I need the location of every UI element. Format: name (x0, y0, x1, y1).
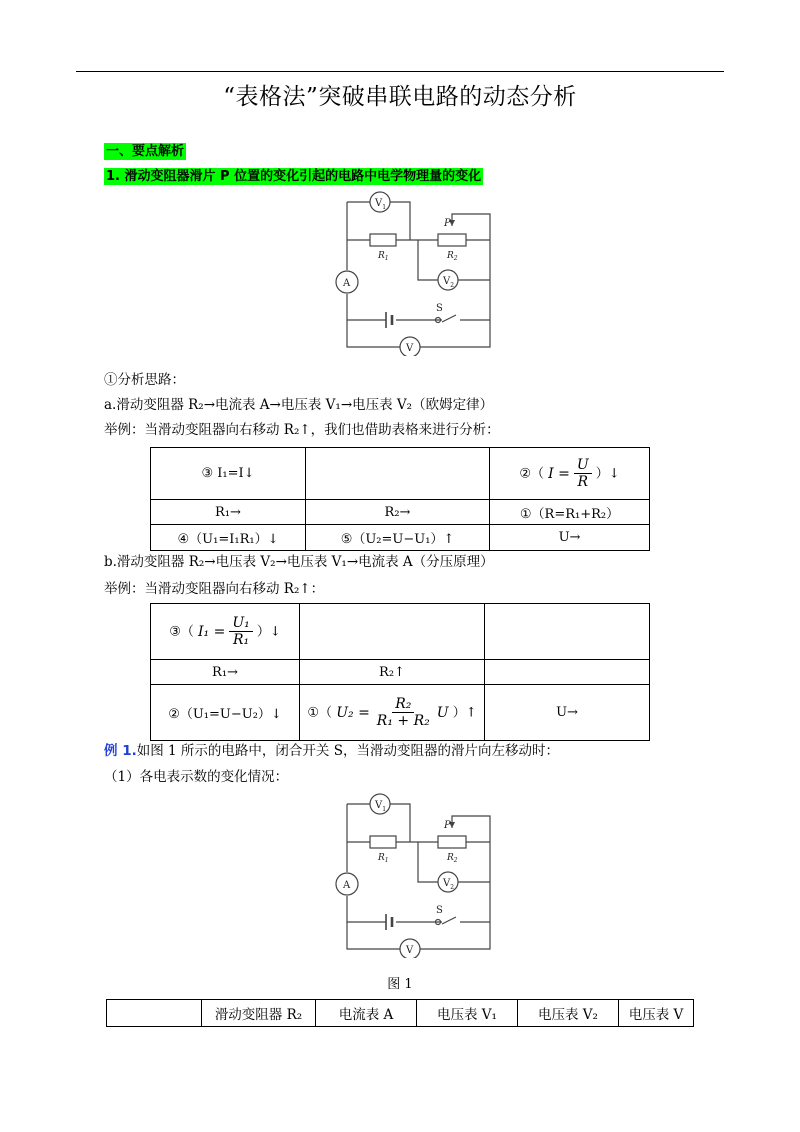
formula-lhs: I₁ = (198, 623, 226, 640)
method-b-text: b.滑动变阻器 R₂→电压表 V₂→电压表 V₁→电流表 A（分压原理） (104, 554, 494, 570)
table3-header: 滑动变阻器 R₂ (202, 1000, 316, 1027)
example-1 (104, 742, 559, 760)
table2-cell: ②（U₁=U−U₂）↓ (151, 685, 300, 741)
ammeter-label: A (343, 880, 351, 891)
table3-header (107, 1000, 202, 1027)
ammeter-label: A (343, 278, 351, 289)
table3-header: 电压表 V₂ (518, 1000, 619, 1027)
fraction-numerator: U (574, 457, 592, 474)
fraction-numerator: U₁ (229, 615, 252, 632)
example-text: 如图 1 所示的电路中，闭合开关 S，当滑动变阻器的滑片向左移动时： (136, 743, 559, 759)
table3-header: 电压表 V₁ (417, 1000, 518, 1027)
table2-cell: R₂↑ (300, 660, 485, 685)
table2-cell (151, 604, 300, 660)
table1-cell: ⑤（U₂=U−U₁）↑ (306, 525, 490, 551)
table1-cell: R₁→ (151, 500, 306, 525)
table3-header: 电压表 V (619, 1000, 694, 1027)
table1-cell: ①（R=R₁+R₂） (490, 500, 650, 525)
v1-label: $V_1$ (375, 198, 387, 211)
table2-cell (485, 660, 650, 685)
slider-label: P (444, 820, 451, 831)
analysis-title: ①分析思路： (104, 372, 185, 388)
formula-prefix: ①（ (307, 705, 333, 721)
table1-cell: ③ I₁=I↓ (151, 448, 306, 500)
r2-label: $R_2$ (447, 853, 458, 864)
formula-prefix: ②（ (519, 466, 544, 482)
table2-cell (300, 685, 485, 741)
slider-label: P (444, 218, 451, 229)
formula (548, 457, 592, 490)
fraction-denominator: R (577, 474, 588, 490)
table2-cell (300, 604, 485, 660)
formula-suffix: ）↓ (256, 624, 281, 640)
r1-label: $R_1$ (378, 251, 389, 262)
table1-cell: R₂→ (306, 500, 490, 525)
section-heading: 一、要点解析 (106, 144, 185, 159)
analysis-table-2 (150, 603, 650, 741)
table2-cell: R₁→ (151, 660, 300, 685)
circuit-diagram-top (330, 190, 510, 356)
table2-cell (485, 604, 650, 660)
question-1: （1）各电表示数的变化情况： (104, 769, 289, 785)
fraction-denominator: R₁ + R₂ (376, 713, 430, 729)
answer-table (106, 999, 694, 1027)
formula-prefix: ③（ (169, 624, 194, 640)
formula-lhs: U₂ = (336, 704, 370, 721)
example-a-text: 举例：当滑动变阻器向右移动 R₂↑，我们也借助表格来进行分析： (104, 422, 500, 438)
table-row (107, 1000, 694, 1027)
voltmeter-label: V (406, 343, 414, 354)
formula-suffix: ）↑ (452, 705, 477, 721)
table2-cell: U→ (485, 685, 650, 741)
formula-tail: U (436, 704, 449, 721)
switch-label: S (436, 905, 443, 916)
subsection-heading: 1. 滑动变阻器滑片 P 位置的变化引起的电路中电学物理量的变化 (106, 169, 482, 184)
figure-caption: 图 1 (387, 977, 413, 992)
switch-label: S (436, 303, 443, 314)
circuit-diagram-figure1 (330, 792, 510, 958)
table1-cell: U→ (490, 525, 650, 551)
table1-cell (306, 448, 490, 500)
top-rule (76, 71, 724, 72)
table1-cell: ④（U₁=I₁R₁）↓ (151, 525, 306, 551)
v1-label: $V_1$ (375, 800, 387, 813)
formula-lhs: I = (548, 465, 570, 482)
example-label: 例 1. (104, 743, 137, 759)
voltmeter-label: V (406, 945, 414, 956)
fraction-denominator: R₁ (232, 632, 250, 648)
method-a-text: a.滑动变阻器 R₂→电流表 A→电压表 V₁→电压表 V₂（欧姆定律） (104, 397, 494, 413)
formula (336, 696, 448, 729)
formula (198, 615, 253, 648)
analysis-table-1 (150, 447, 650, 551)
example-b-text: 举例：当滑动变阻器向右移动 R₂↑： (104, 581, 325, 597)
fraction-numerator: R₂ (392, 696, 414, 713)
v2-label: $V_2$ (443, 276, 455, 289)
table3-header: 电流表 A (316, 1000, 417, 1027)
v2-label: $V_2$ (443, 878, 455, 891)
formula-suffix: ）↓ (595, 466, 620, 482)
r2-label: $R_2$ (447, 251, 458, 262)
page-title: “表格法”突破串联电路的动态分析 (223, 84, 577, 110)
r1-label: $R_1$ (378, 853, 389, 864)
table1-cell (490, 448, 650, 500)
